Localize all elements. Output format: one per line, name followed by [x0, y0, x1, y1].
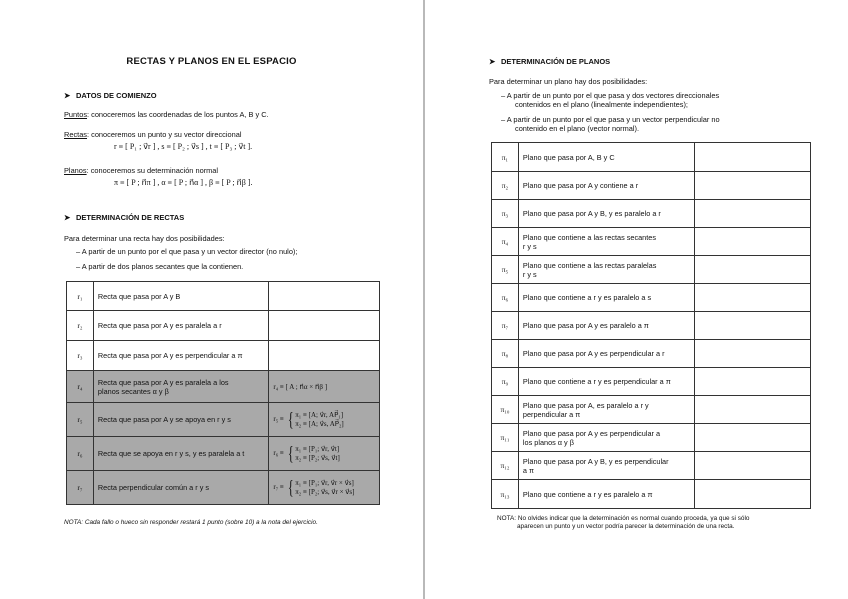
plane-system	[273, 476, 355, 499]
answer-cell: r₄ ≡ [ A ; n⃗α × n⃗β ]	[269, 371, 380, 403]
answer-cell[interactable]	[695, 368, 811, 396]
table-row	[67, 437, 380, 471]
planos-intro: Para determinar un plano hay dos posibilidades:	[489, 77, 648, 86]
answer-cell[interactable]	[269, 311, 380, 341]
row-id: π₈	[492, 340, 519, 368]
table-row	[492, 256, 811, 284]
plane-system	[273, 442, 340, 465]
rectas-option-1: – A partir de un punto por el que pasa y un vector director (no nulo);	[76, 247, 298, 256]
plane-eq: π₁ ≡ [P₁; v⃗r, v⃗r × v⃗s]	[295, 478, 354, 487]
row-description	[518, 424, 695, 452]
row-description: Plano que contiene a r y es perpendicular a π	[518, 368, 695, 396]
row-id: π₁₃	[492, 480, 519, 509]
table-row	[492, 200, 811, 228]
row-description	[518, 228, 695, 256]
row-id: π₁₁	[492, 424, 519, 452]
row-description	[518, 396, 695, 424]
row-id: r₆	[67, 437, 94, 471]
table-row	[67, 311, 380, 341]
row-id: π₄	[492, 228, 519, 256]
plane-eq: π₁ ≡ [P₁; v⃗r, v⃗t]	[295, 444, 340, 453]
table-row	[492, 284, 811, 312]
table-row	[492, 143, 811, 172]
row-description: Plano que contiene a r y es paralelo a s	[518, 284, 695, 312]
table-row	[67, 471, 380, 505]
table-row	[492, 172, 811, 200]
row-id: r₁	[67, 282, 94, 311]
planos-option-1	[501, 91, 719, 109]
footnote: NOTA: Cada fallo o hueco sin responder restará 1 punto (sobre 10) a la nota del ejercicio.	[64, 519, 318, 526]
rectas-table	[66, 281, 380, 505]
table-row	[492, 452, 811, 480]
answer-cell	[269, 437, 380, 471]
answer-cell[interactable]	[695, 340, 811, 368]
row-id: π₃	[492, 200, 519, 228]
bullet-arrow-icon: ➤	[489, 57, 496, 66]
row-id: r₇	[67, 471, 94, 505]
answer-cell[interactable]	[269, 282, 380, 311]
row-description-line: planos secantes α y β	[97, 386, 169, 396]
row-id: r₂	[67, 311, 94, 341]
row-description: Plano que pasa por A y contiene a r	[518, 172, 695, 200]
row-description: Recta que pasa por A y es paralela a r	[93, 311, 268, 341]
planos-option-2	[501, 115, 720, 133]
table-row	[492, 228, 811, 256]
answer-cell[interactable]	[695, 452, 811, 480]
table-row	[492, 424, 811, 452]
row-description-line: perpendicular a π	[522, 409, 581, 419]
plane-system	[273, 408, 344, 431]
puntos-label: Puntos	[64, 110, 88, 119]
row-description: Plano que pasa por A y es paralelo a π	[518, 312, 695, 340]
bullet-arrow-icon: ➤	[64, 213, 71, 222]
row-description-line: Recta que pasa por A y es paralela a los	[97, 377, 229, 387]
table-row	[492, 312, 811, 340]
answer-cell[interactable]	[695, 256, 811, 284]
row-description: Recta que pasa por A y B	[93, 282, 268, 311]
table-row	[492, 368, 811, 396]
right-page	[425, 0, 848, 599]
row-id: π₆	[492, 284, 519, 312]
plane-eq: π₂ ≡ [A; v⃗s, AP⃗₂]	[295, 419, 344, 428]
row-description: Plano que pasa por A y B, y es paralelo a r	[518, 200, 695, 228]
row-description-line: los planos α y β	[522, 437, 574, 447]
row-description: Recta perpendicular común a r y s	[93, 471, 268, 505]
answer-lhs: r₇ ≡	[273, 483, 284, 492]
table-row	[67, 282, 380, 311]
determ-planos-heading-text: DETERMINACIÓN DE PLANOS	[501, 57, 611, 66]
plane-eq: π₂ ≡ [P₂; v⃗s, v⃗t]	[295, 453, 340, 462]
puntos-text: : conoceremos las coordenadas de los puntos A, B y C.	[87, 110, 269, 119]
row-id: r₄	[67, 371, 94, 403]
rectas-formula: r ≡ [ P₁ ; v⃗r ] , s ≡ [ P₂ ; v⃗s ] , t ≡ [ P₃ ; v⃗t ].	[114, 142, 253, 151]
rectas-intro: Para determinar una recta hay dos posibilidades:	[64, 234, 225, 243]
footnote-line: aparecen un punto y un vector podría parecer la determinación de una recta.	[517, 523, 735, 530]
option-line: – A partir de un punto por el que pasa y un vector perpendicular no	[501, 115, 720, 124]
row-description	[518, 452, 695, 480]
footnote	[497, 515, 749, 531]
row-description: Plano que pasa por A, B y C	[518, 143, 695, 172]
determ-rectas-heading	[64, 213, 184, 222]
puntos-line	[64, 110, 269, 119]
row-description	[93, 371, 268, 403]
row-id: π₁₂	[492, 452, 519, 480]
plane-eq: π₂ ≡ [P₂; v⃗s, v⃗r × v⃗s]	[295, 487, 355, 496]
rectas-text: : conoceremos un punto y su vector direccional	[87, 130, 242, 139]
brace-icon: {	[287, 408, 294, 431]
row-description: Recta que pasa por A y se apoya en r y s	[93, 403, 268, 437]
row-description-line: a π	[522, 465, 535, 475]
row-description-line: r y s	[522, 241, 537, 251]
answer-cell[interactable]	[695, 143, 811, 172]
answer-cell	[269, 471, 380, 505]
answer-cell[interactable]	[695, 480, 811, 509]
answer-lhs: r₅ ≡	[273, 415, 284, 424]
brace-icon: {	[287, 442, 294, 465]
answer-cell[interactable]	[695, 284, 811, 312]
row-id: π₁₀	[492, 396, 519, 424]
table-row	[67, 341, 380, 371]
planos-table	[491, 142, 811, 509]
answer-cell[interactable]	[695, 312, 811, 340]
table-row	[67, 371, 380, 403]
planos-line	[64, 166, 218, 175]
brace-icon: {	[287, 476, 294, 499]
table-row	[492, 340, 811, 368]
datos-heading-text: DATOS DE COMIENZO	[76, 91, 157, 100]
page-title: RECTAS Y PLANOS EN EL ESPACIO	[126, 56, 297, 67]
rectas-line	[64, 130, 241, 139]
bullet-arrow-icon: ➤	[64, 91, 71, 100]
planos-label: Planos	[64, 166, 87, 175]
planos-formula: π ≡ [ P ; n⃗π ] , α ≡ [ P ; n⃗α ] , β ≡ [ P ; n⃗β ].	[114, 178, 253, 187]
option-line: contenido en el plano (vector normal).	[515, 124, 640, 133]
planos-text: : conoceremos su determinación normal	[86, 166, 219, 175]
row-description-line: Plano que contiene a las rectas secantes	[522, 232, 656, 242]
row-description-line: Plano que pasa por A y B, y es perpendicular	[522, 456, 669, 466]
row-description-line: r y s	[522, 269, 537, 279]
row-description: Plano que pasa por A y es perpendicular a r	[518, 340, 695, 368]
row-id: r₅	[67, 403, 94, 437]
answer-cell[interactable]	[695, 228, 811, 256]
answer-cell[interactable]	[269, 341, 380, 371]
option-line: – A partir de un punto por el que pasa y dos vectores direccionales	[501, 91, 720, 100]
row-description-line: Plano que pasa por A y es perpendicular a	[522, 428, 661, 438]
determ-rectas-heading-text: DETERMINACIÓN DE RECTAS	[76, 213, 185, 222]
answer-lhs: r₆ ≡	[273, 449, 284, 458]
plane-eq: π₁ ≡ [A; v⃗r, AP⃗₁]	[295, 410, 344, 419]
row-description: Plano que contiene a r y es paralelo a π	[518, 480, 695, 509]
row-id: r₃	[67, 341, 94, 371]
row-id: π₇	[492, 312, 519, 340]
row-description	[518, 256, 695, 284]
row-description-line: Plano que pasa por A, es paralelo a r y	[522, 400, 649, 410]
answer-cell[interactable]	[695, 396, 811, 424]
row-id: π₁	[492, 143, 519, 172]
rectas-option-2: – A partir de dos planos secantes que la contienen.	[76, 262, 244, 271]
row-id: π₉	[492, 368, 519, 396]
table-row	[67, 403, 380, 437]
left-page	[0, 0, 423, 599]
row-id: π₂	[492, 172, 519, 200]
row-description-line: Plano que contiene a las rectas paralelas	[522, 260, 657, 270]
answer-cell[interactable]	[695, 172, 811, 200]
answer-cell[interactable]	[695, 200, 811, 228]
datos-heading	[64, 91, 157, 100]
table-row	[492, 396, 811, 424]
determ-planos-heading	[489, 57, 610, 66]
footnote-line: NOTA: No olvides indicar que la determinación es normal cuando proceda, ya que si sólo	[497, 515, 750, 522]
rectas-label: Rectas	[64, 130, 88, 139]
table-row	[492, 480, 811, 509]
row-description: Recta que se apoya en r y s, y es paralela a t	[93, 437, 268, 471]
row-id: π₅	[492, 256, 519, 284]
option-line: contenidos en el plano (linealmente independientes);	[515, 100, 688, 109]
answer-cell[interactable]	[695, 424, 811, 452]
answer-cell	[269, 403, 380, 437]
row-description: Recta que pasa por A y es perpendicular a π	[93, 341, 268, 371]
